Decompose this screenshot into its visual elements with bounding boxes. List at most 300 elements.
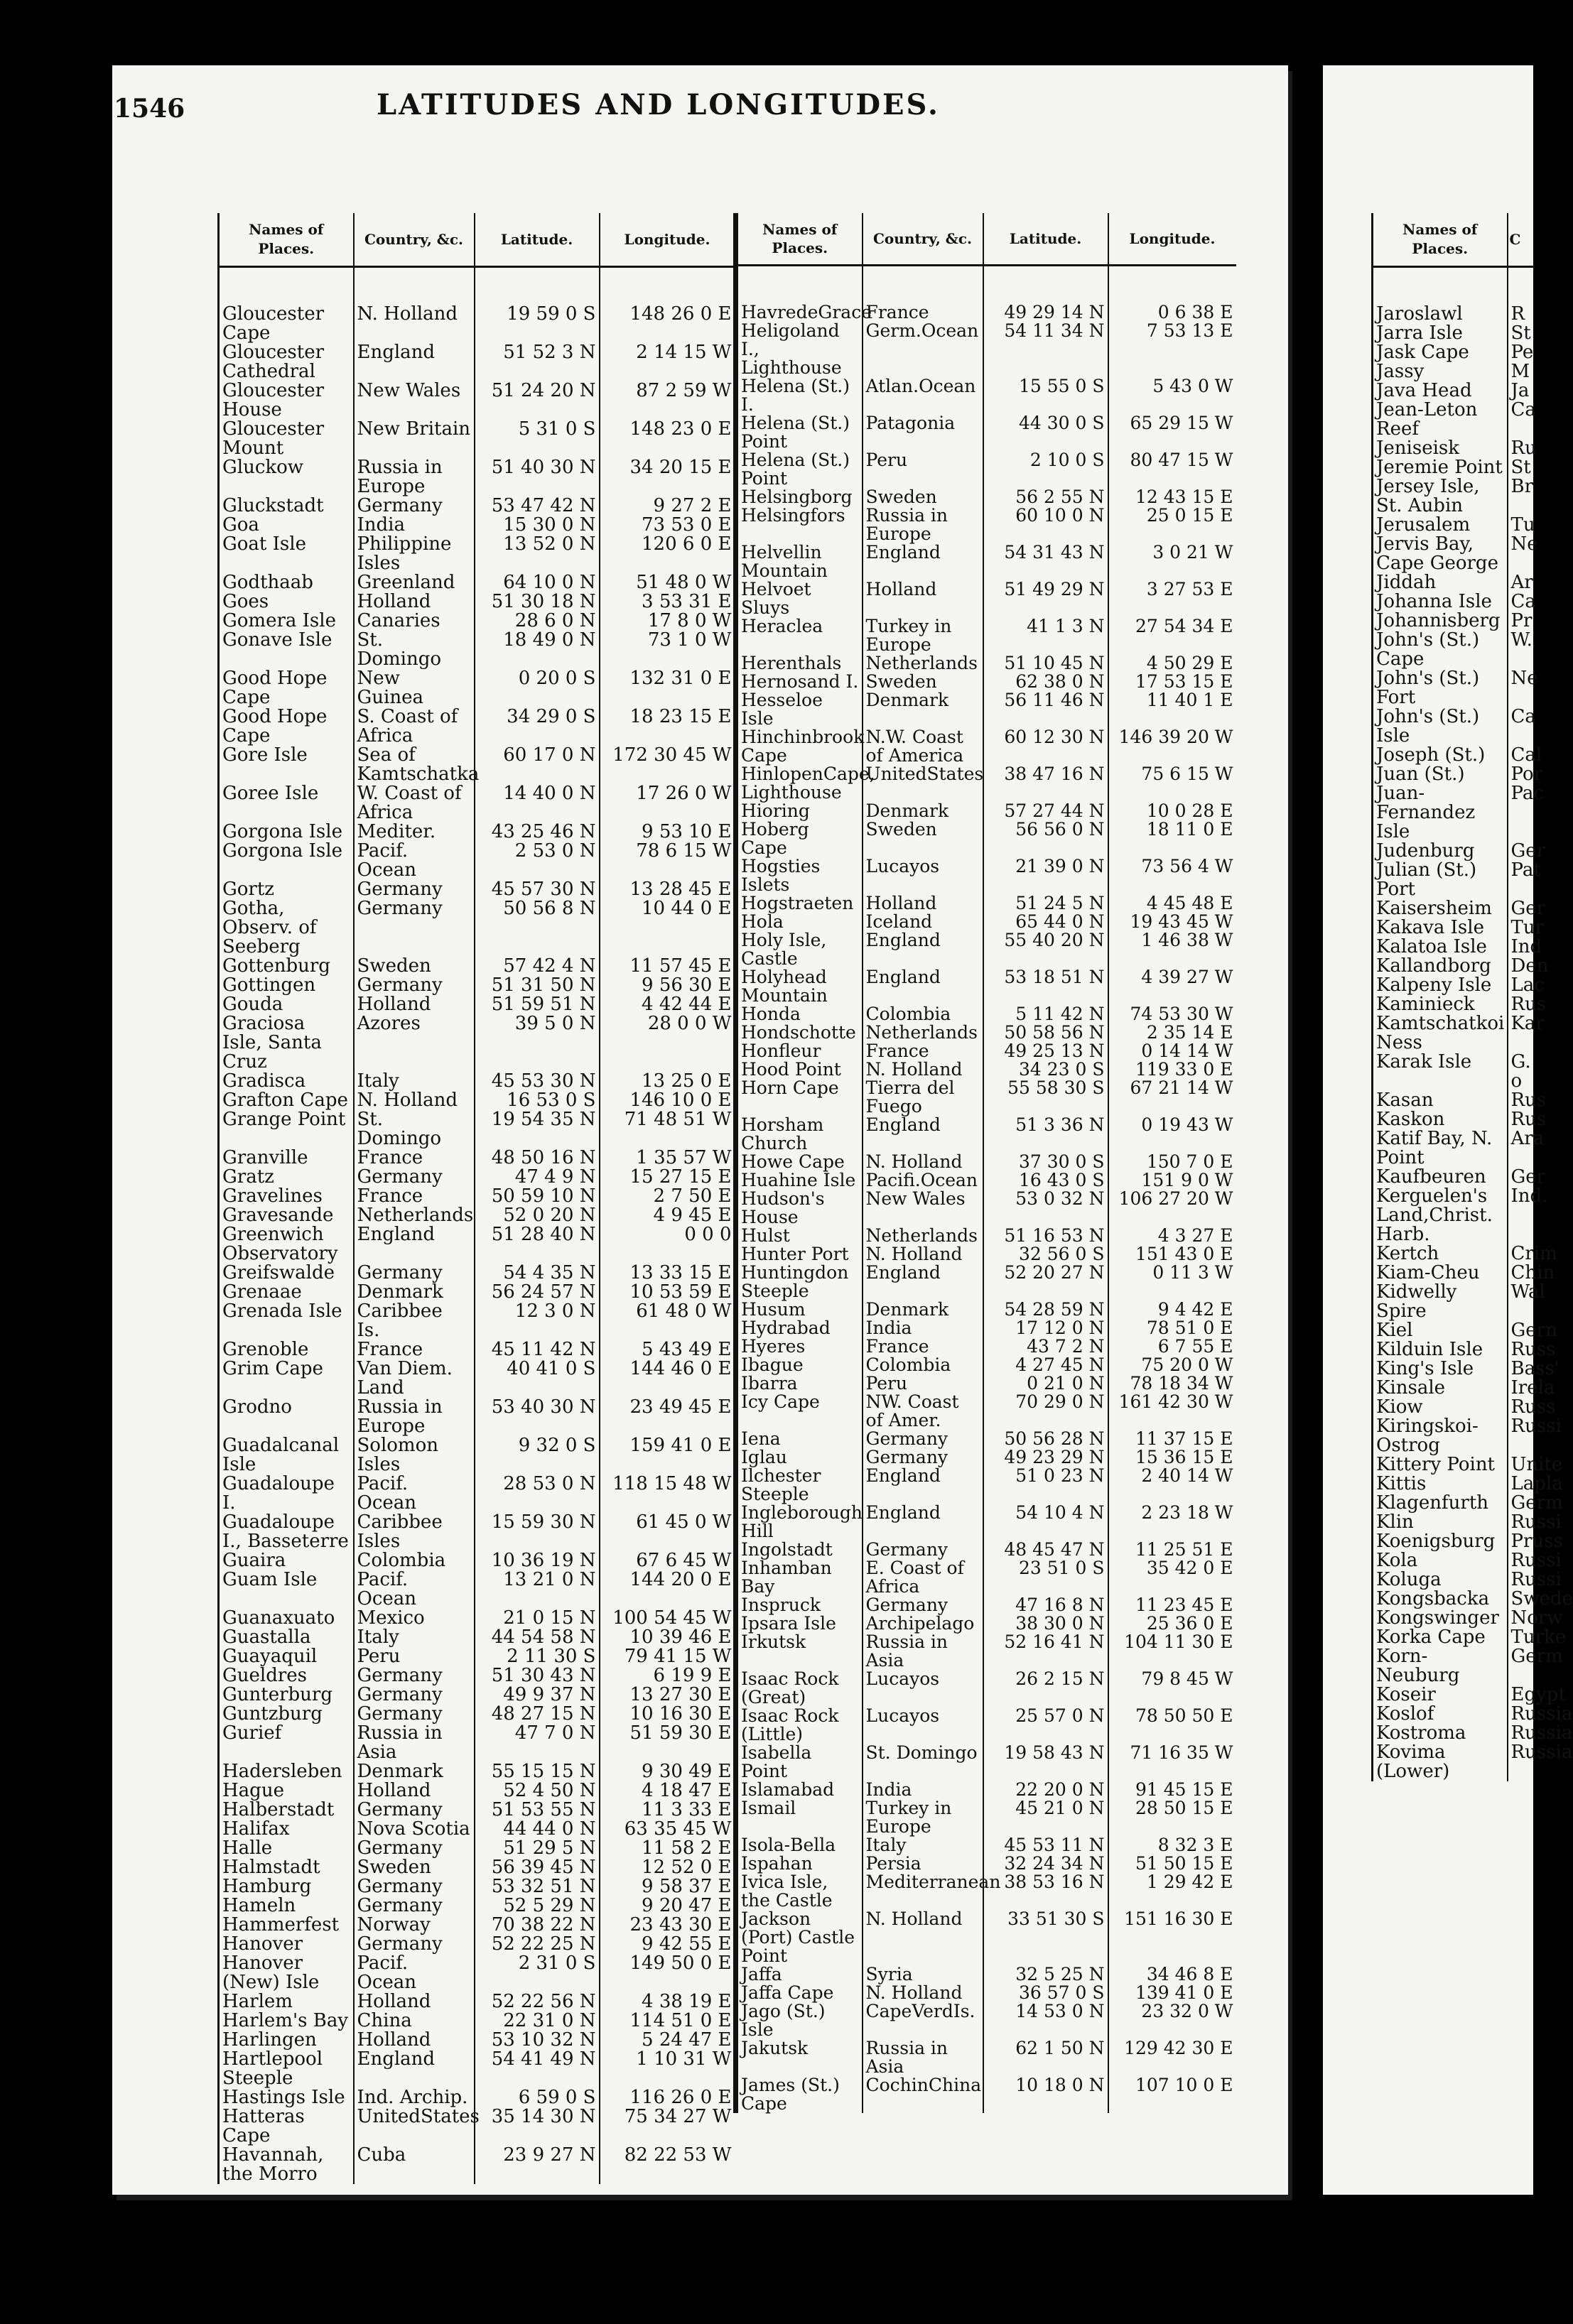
country-cell: Russia in Europe [354,1398,475,1436]
country-cell: Russi [1508,1417,1535,1455]
longitude-cell: 4 39 27 W [1108,968,1236,1005]
country-cell: S. Coast of Africa [354,707,475,746]
place-name-cell: Kiam-Cheu [1373,1264,1508,1283]
table-row [1373,1724,1535,1743]
table-row [1373,401,1535,439]
longitude-cell: 107 10 0 E [1108,2076,1236,2113]
country-cell: Ger [1508,1168,1535,1187]
place-name-cell: Helsingborg [736,488,863,506]
table-row [219,2146,735,2184]
table-row [219,1014,735,1072]
place-name-cell: Klagenfurth [1373,1494,1508,1513]
country-cell: Nova Scotia [354,1820,475,1839]
place-name-cell: Holyhead Mountain [736,968,863,1005]
longitude-cell: 78 50 50 E [1108,1707,1236,1744]
longitude-cell: 4 45 48 E [1108,894,1236,913]
table-row [219,343,735,381]
country-cell: Denmark [354,1283,475,1302]
country-cell: UnitedStates [354,2107,475,2146]
place-name-cell: Kerguelen's Land,Christ. Harb. [1373,1187,1508,1244]
country-cell: India [863,1319,983,1337]
country-cell: Sweden [863,820,983,857]
table-row [736,1374,1236,1393]
latitude-cell: 2 11 30 S [475,1647,600,1666]
place-name-cell: Hanover (New) Isle [219,1954,354,1992]
place-name-cell: Jackson (Port) Castle Point [736,1910,863,1965]
place-name-cell: Johanna Isle [1373,592,1508,612]
table-row [219,976,735,995]
longitude-cell: 15 27 15 E [600,1168,735,1187]
place-name-cell: Jaffa Cape [736,1984,863,2002]
place-name-cell: Guanaxuato [219,1609,354,1628]
country-cell: St [1508,458,1535,477]
table-row [219,1475,735,1513]
longitude-cell: 0 11 3 W [1108,1264,1236,1301]
table-row [1373,899,1535,918]
country-cell: Greenland [354,573,475,592]
place-name-cell: Gloucester Cathedral [219,343,354,381]
country-cell: Germany [863,1541,983,1559]
latitude-cell: 57 27 44 N [983,802,1108,820]
place-name-cell: Kasan [1373,1091,1508,1110]
country-cell: Russi [1508,1551,1535,1570]
table-row [736,1023,1236,1042]
place-name-cell: Hesseloe Isle [736,691,863,728]
table-row [1373,1340,1535,1359]
place-name-cell: Julian (St.) Port [1373,861,1508,899]
latitude-cell: 62 38 0 N [983,673,1108,691]
table-row [1373,957,1535,976]
country-cell: Iceland [863,913,983,931]
table-row [736,1614,1236,1633]
country-cell: Wal [1508,1283,1535,1321]
place-name-cell: Ibarra [736,1374,863,1393]
table-row [1373,267,1535,325]
table-row [219,822,735,842]
country-cell: Italy [863,1836,983,1855]
table-row [736,266,1236,322]
longitude-cell: 61 45 0 W [600,1513,735,1551]
table-row [1373,381,1535,401]
country-cell: New Wales [863,1190,983,1227]
country-cell: Russia in Asia [863,1633,983,1670]
country-cell: St [1508,324,1535,343]
country-cell: Turkey in Europe [863,1799,983,1836]
table-row [1373,1475,1535,1494]
table-row [219,1570,735,1609]
table-row [1373,1628,1535,1647]
country-cell: England [863,968,983,1005]
country-cell: Turke [1508,1628,1535,1647]
table-row [1373,1455,1535,1475]
latitude-cell: 51 31 50 N [475,976,600,995]
country-cell: W. Coast of Africa [354,784,475,822]
place-name-cell: Helvellin Mountain [736,543,863,580]
latitude-cell: 55 15 15 N [475,1762,600,1781]
country-cell: Germany [354,1801,475,1820]
latitude-cell: 51 40 30 N [475,458,600,496]
country-cell: Lapla [1508,1475,1535,1494]
longitude-cell: 149 50 0 E [600,1954,735,1992]
latitude-cell: 51 3 36 N [983,1116,1108,1153]
latitude-cell: 21 0 15 N [475,1609,600,1628]
place-name-cell: Koseir [1373,1685,1508,1705]
table-body-left [219,267,735,2185]
table-row [736,1245,1236,1264]
table-row [219,420,735,458]
country-cell: Ara [1508,1129,1535,1168]
country-cell: Sweden [863,673,983,691]
place-name-cell: Gore Isle [219,746,354,784]
table-row [736,1227,1236,1245]
latitude-cell: 12 3 0 N [475,1302,600,1340]
country-cell: Germ [1508,1494,1535,1513]
longitude-cell: 17 8 0 W [600,612,735,631]
country-cell: Germany [354,1666,475,1685]
table-row [736,820,1236,857]
place-name-cell: Jago (St.) Isle [736,2002,863,2039]
col-header-country: Country, &c. [863,213,983,266]
country-cell: Caribbee Is. [354,1302,475,1340]
longitude-cell: 12 52 0 E [600,1858,735,1877]
latitude-cell: 10 36 19 N [475,1551,600,1570]
longitude-cell: 10 16 30 E [600,1705,735,1724]
latitude-cell: 51 30 43 N [475,1666,600,1685]
col-header-name: Names of Places. [219,213,354,267]
longitude-cell: 9 53 10 E [600,822,735,842]
longitude-cell: 132 31 0 E [600,669,735,707]
table-row [736,1042,1236,1060]
country-cell: N. Holland [863,1153,983,1171]
place-name-cell: Kongsbacka [1373,1590,1508,1609]
country-cell: St. Domingo [354,631,475,669]
latitude-cell: 53 47 42 N [475,496,600,516]
country-cell: E. Coast of Africa [863,1559,983,1596]
latitude-cell: 60 10 0 N [983,506,1108,543]
country-cell: Bass' [1508,1359,1535,1379]
page-title: LATITUDES AND LONGITUDES. [377,88,940,121]
table-row [219,1283,735,1302]
place-name-cell: Helena (St.) I. [736,377,863,414]
country-cell: Colombia [863,1356,983,1374]
table-row [219,1916,735,1935]
place-name-cell: John's (St.) Isle [1373,707,1508,746]
country-cell: Russi [1508,1513,1535,1532]
latitude-cell: 51 53 55 N [475,1801,600,1820]
longitude-cell: 6 7 55 E [1108,1337,1236,1356]
place-name-cell: Graciosa Isle, Santa Cruz [219,1014,354,1072]
longitude-cell: 8 32 3 E [1108,1836,1236,1855]
place-name-cell: Kakava Isle [1373,918,1508,938]
longitude-cell: 25 36 0 E [1108,1614,1236,1633]
table-row [219,2088,735,2107]
country-cell: Ca [1508,707,1535,746]
place-name-cell: Kilduin Isle [1373,1340,1508,1359]
place-name-cell: Jakutsk [736,2039,863,2076]
country-cell: Pruss [1508,1532,1535,1551]
place-name-cell: Koslof [1373,1705,1508,1724]
longitude-cell: 17 26 0 W [600,784,735,822]
table-row [736,1910,1236,1965]
longitude-cell: 10 39 46 E [600,1628,735,1647]
table-row [219,458,735,496]
longitude-cell: 61 48 0 W [600,1302,735,1340]
place-name-cell: Gouda [219,995,354,1014]
latitude-cell: 51 29 5 N [475,1839,600,1858]
table-row [1373,1647,1535,1685]
country-cell: Chin [1508,1264,1535,1283]
latitude-cell: 28 6 0 N [475,612,600,631]
longitude-cell: 34 20 15 E [600,458,735,496]
latitude-cell: 32 5 25 N [983,1965,1108,1984]
longitude-cell: 13 33 15 E [600,1264,735,1283]
latitude-cell: 53 32 51 N [475,1877,600,1896]
country-cell: Denmark [863,691,983,728]
places-table-facing [1371,213,1573,1782]
place-name-cell: Hioring [736,802,863,820]
country-cell: N. Holland [863,1910,983,1965]
table-row [219,516,735,535]
table-row [219,1436,735,1475]
latitude-cell: 2 31 0 S [475,1954,600,1992]
place-name-cell: Hartlepool Steeple [219,2050,354,2088]
table-row [1373,1168,1535,1187]
place-name-cell: Hola [736,913,863,931]
place-name-cell: Guastalla [219,1628,354,1647]
table-row [219,2107,735,2146]
longitude-cell: 4 38 19 E [600,1992,735,2011]
country-cell: Holland [863,894,983,913]
table-row [219,573,735,592]
country-cell: Germany [863,1448,983,1467]
table-row [219,1954,735,1992]
longitude-cell: 106 27 20 W [1108,1190,1236,1227]
longitude-cell: 78 18 34 W [1108,1374,1236,1393]
table-row [736,1855,1236,1873]
latitude-cell: 6 59 0 S [475,2088,600,2107]
table-row [736,1005,1236,1023]
country-cell: Germany [354,1935,475,1954]
place-name-cell: Ingleborough Hill [736,1504,863,1541]
place-name-cell: Ivica Isle, the Castle [736,1873,863,1910]
country-cell: England [354,2050,475,2088]
place-name-cell: Inhamban Bay [736,1559,863,1596]
table-row [736,691,1236,728]
latitude-cell: 56 39 45 N [475,1858,600,1877]
longitude-cell: 51 50 15 E [1108,1855,1236,1873]
table-row [736,728,1236,765]
latitude-cell: 0 21 0 N [983,1374,1108,1393]
place-name-cell: Grenada Isle [219,1302,354,1340]
country-cell: Kar [1508,1014,1535,1053]
latitude-cell: 54 28 59 N [983,1301,1108,1319]
table-row [219,1264,735,1283]
country-cell: Rus [1508,995,1535,1014]
latitude-cell: 54 11 34 N [983,322,1108,377]
table-row [219,842,735,880]
table-row [219,496,735,516]
place-name-cell: Icy Cape [736,1393,863,1430]
longitude-cell: 5 43 49 E [600,1340,735,1359]
country-cell: Holland [863,580,983,617]
table-row [219,669,735,707]
place-name-cell: Klin [1373,1513,1508,1532]
country-cell: France [863,1042,983,1060]
latitude-cell: 21 39 0 N [983,857,1108,894]
country-cell: England [354,343,475,381]
longitude-cell: 71 48 51 W [600,1110,735,1149]
place-name-cell: Heligoland I., Lighthouse [736,322,863,377]
longitude-cell: 11 3 33 E [600,1801,735,1820]
place-name-cell: Kittery Point [1373,1455,1508,1475]
table-row [736,377,1236,414]
place-name-cell: Kaskon [1373,1110,1508,1129]
longitude-cell: 73 53 0 E [600,516,735,535]
place-name-cell: Inspruck [736,1596,863,1614]
place-name-cell: Hastings Isle [219,2088,354,2107]
table-row [1373,1513,1535,1532]
country-cell: Philippine Isles [354,535,475,573]
place-name-cell: Goa [219,516,354,535]
country-cell: Ja [1508,381,1535,401]
country-cell: Germany [354,496,475,516]
longitude-cell: 10 0 28 E [1108,802,1236,820]
longitude-cell: 78 6 15 W [600,842,735,880]
longitude-cell: 78 51 0 E [1108,1319,1236,1337]
country-cell: G. o [1508,1053,1535,1091]
place-name-cell: Kovima (Lower) [1373,1743,1508,1781]
latitude-cell: 22 31 0 N [475,2011,600,2031]
latitude-cell: 25 57 0 N [983,1707,1108,1744]
latitude-cell: 53 10 32 N [475,2031,600,2050]
longitude-cell: 159 41 0 E [600,1436,735,1475]
place-name-cell: Hydrabad [736,1319,863,1337]
place-name-cell: Irkutsk [736,1633,863,1670]
longitude-cell: 5 43 0 W [1108,377,1236,414]
latitude-cell: 19 58 43 N [983,1744,1108,1781]
place-name-cell: Jassy [1373,362,1508,381]
table-row [736,2076,1236,2113]
latitude-cell: 38 30 0 N [983,1614,1108,1633]
longitude-cell: 10 44 0 E [600,899,735,957]
country-cell: Germany [863,1596,983,1614]
country-cell: Denmark [354,1762,475,1781]
table-row [1373,1283,1535,1321]
table-row [219,1359,735,1398]
latitude-cell: 60 17 0 N [475,746,600,784]
table-row [219,535,735,573]
place-name-cell: Gueldres [219,1666,354,1685]
table-row [736,1393,1236,1430]
place-name-cell: Helsingfors [736,506,863,543]
latitude-cell: 56 11 46 N [983,691,1108,728]
longitude-cell: 91 45 15 E [1108,1781,1236,1799]
longitude-cell: 3 27 53 E [1108,580,1236,617]
latitude-cell: 57 42 4 N [475,957,600,976]
place-name-cell: Ibague [736,1356,863,1374]
table-row [219,1685,735,1705]
country-cell: Holland [354,592,475,612]
table-row [736,322,1236,377]
longitude-cell: 73 1 0 W [600,631,735,669]
table-row [219,957,735,976]
country-cell: England [863,1116,983,1153]
country-cell: Germany [354,1705,475,1724]
latitude-cell: 44 44 0 N [475,1820,600,1839]
longitude-cell: 0 0 0 [600,1225,735,1264]
country-cell: Turkey in Europe [863,617,983,654]
table-row [219,631,735,669]
table-row [736,1559,1236,1596]
place-name-cell: Kola [1373,1551,1508,1570]
table-row [736,765,1236,802]
place-name-cell: Good Hope Cape [219,669,354,707]
table-row [736,2039,1236,2076]
place-name-cell: Gluckstadt [219,496,354,516]
table-row [736,1744,1236,1781]
latitude-cell: 10 18 0 N [983,2076,1108,2113]
table-row [1373,765,1535,784]
table-row [736,894,1236,913]
country-cell: Peru [354,1647,475,1666]
table-row [736,1264,1236,1301]
longitude-cell: 11 23 45 E [1108,1596,1236,1614]
latitude-cell: 23 51 0 S [983,1559,1108,1596]
country-cell: Canaries [354,612,475,631]
longitude-cell: 2 35 14 E [1108,1023,1236,1042]
place-name-cell: Isaac Rock (Little) [736,1707,863,1744]
table-row [736,1301,1236,1319]
longitude-cell: 172 30 45 W [600,746,735,784]
country-cell: Sea of Kamtschatka [354,746,475,784]
table-row [1373,631,1535,669]
country-cell: Rus [1508,1091,1535,1110]
place-name-cell: Kidwelly Spire [1373,1283,1508,1321]
places-table-left [217,213,735,2184]
table-row [736,617,1236,654]
table-row [1373,324,1535,343]
longitude-cell: 15 36 15 E [1108,1448,1236,1467]
country-cell: Ind [1508,938,1535,957]
place-name-cell: Hondschotte [736,1023,863,1042]
latitude-cell: 15 55 0 S [983,377,1108,414]
country-cell: R [1508,267,1535,325]
latitude-cell: 2 53 0 N [475,842,600,880]
table-row [736,857,1236,894]
country-cell: England [863,1264,983,1301]
table-row [219,1609,735,1628]
table-row [1373,784,1535,842]
place-name-cell: Helena (St.) Point [736,451,863,488]
country-cell: Ca [1508,401,1535,439]
place-name-cell: Greenwich Observatory [219,1225,354,1264]
country-cell: Russia in Asia [354,1724,475,1762]
place-name-cell: Guadalcanal Isle [219,1436,354,1475]
place-name-cell: Korka Cape [1373,1628,1508,1647]
longitude-cell: 139 41 0 E [1108,1984,1236,2002]
latitude-cell: 15 30 0 N [475,516,600,535]
country-cell: Germany [354,880,475,899]
place-name-cell: Kalatoa Isle [1373,938,1508,957]
table-row [1373,995,1535,1014]
latitude-cell: 45 11 42 N [475,1340,600,1359]
latitude-cell: 52 16 41 N [983,1633,1108,1670]
latitude-cell: 13 52 0 N [475,535,600,573]
longitude-cell: 51 59 30 E [600,1724,735,1762]
country-cell: Pacif. Ocean [354,1570,475,1609]
place-name-cell: Jervis Bay, Cape George [1373,535,1508,573]
latitude-cell: 51 59 51 N [475,995,600,1014]
